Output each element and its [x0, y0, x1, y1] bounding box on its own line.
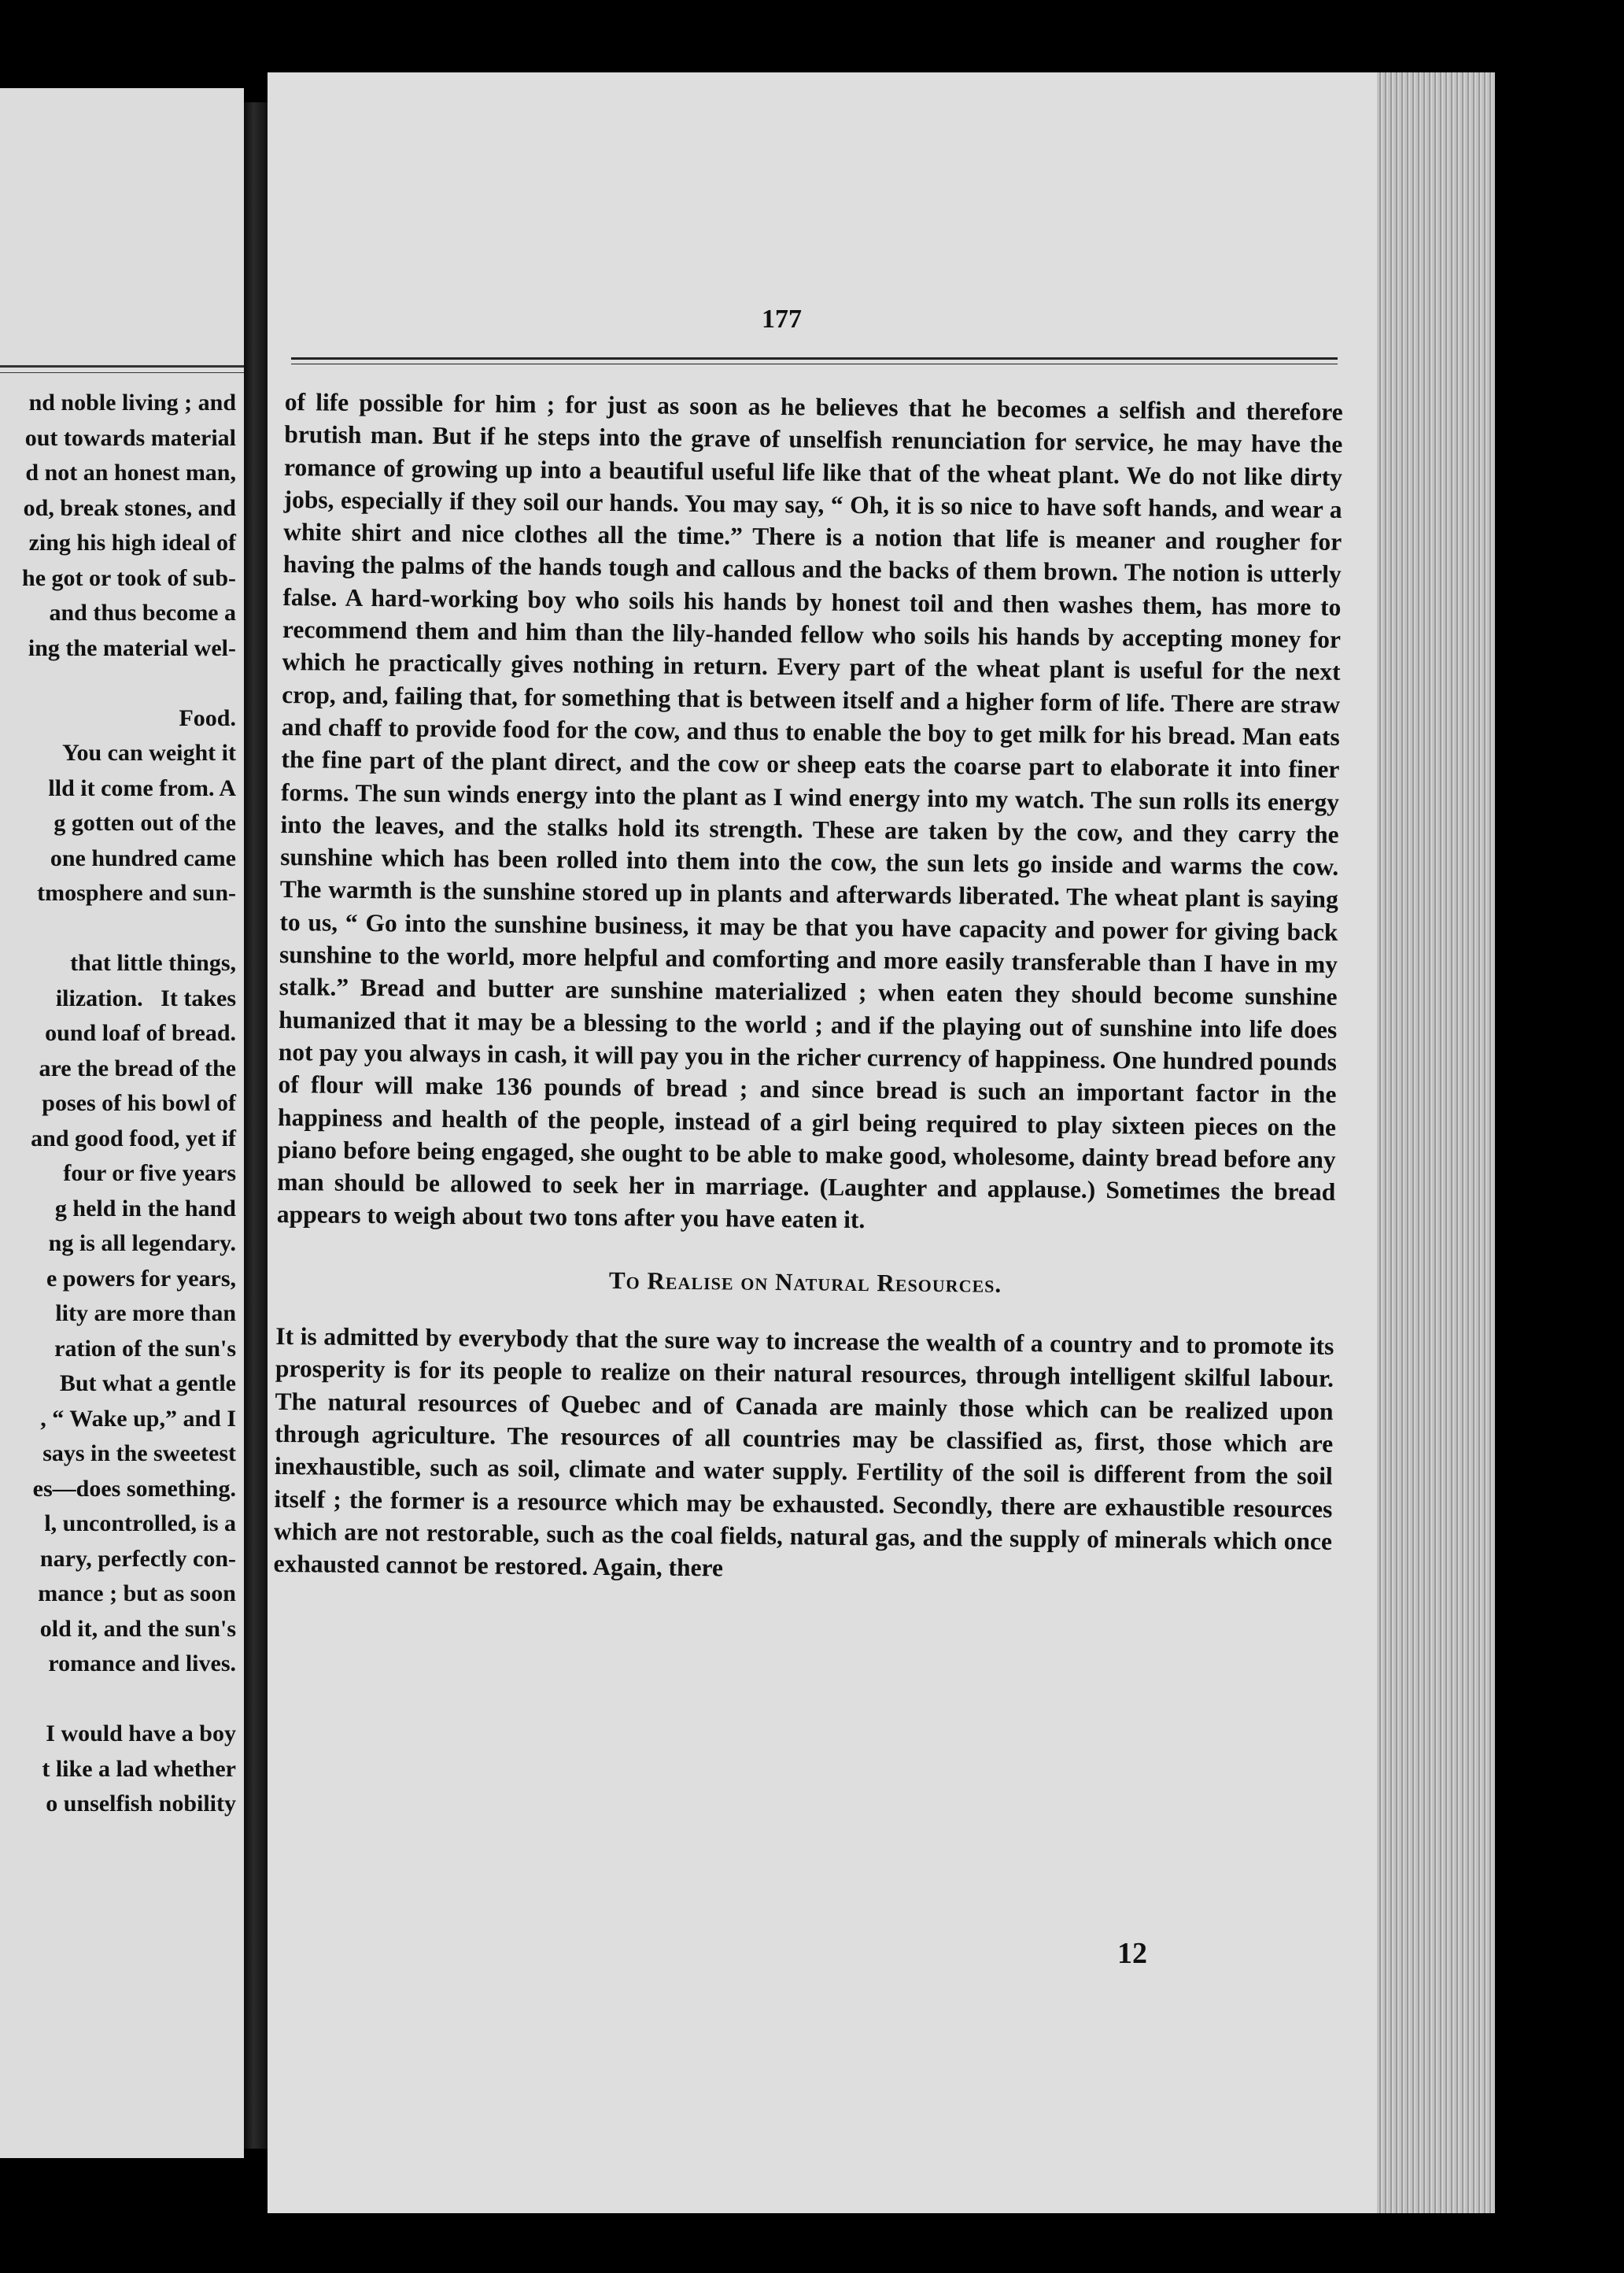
left-page-line: he got or took of sub-: [22, 564, 236, 591]
left-page-line: ng is all legendary.: [48, 1230, 236, 1256]
left-page-line: t like a lad whether: [42, 1755, 236, 1782]
book-gutter: [244, 102, 268, 2149]
left-page-line: [0, 911, 236, 947]
left-page-line: e powers for years,: [46, 1265, 236, 1292]
left-page-line: that little things,: [70, 950, 236, 976]
left-page-line: But what a gentle: [59, 1370, 236, 1396]
left-page-line: es—does something.: [32, 1475, 236, 1502]
left-page-line: and thus become a: [42, 600, 236, 626]
left-page-line: lld it come from. A: [48, 774, 236, 801]
left-page-line: are the bread of the: [39, 1055, 236, 1081]
left-page-line: You can weight it: [62, 740, 236, 766]
left-page-line: one hundred came: [50, 845, 236, 871]
left-page-line: o unselfish nobility: [46, 1791, 236, 1817]
left-page-line: says in the sweetest: [42, 1440, 236, 1466]
left-page-line: old it, and the sun's: [39, 1615, 236, 1642]
left-page-text: [0, 386, 236, 1822]
paragraph: It is admitted by everybody that the sure way to increase the wealth of a country and to promote its prosperity is for its people to realize on their natural resources, through intelligent skilful labour. The natural resources of Quebec and of Canada are mainly those which can be realized upon through agriculture. The resources of all countries may be classified as, first, those which are inexhaustible, such as soil, climate and water supply. Fertility of the soil is different from the soil itself ; the former is a resource which may be exhausted. Secondly, there are exhaustible resources which are not restorable, such as the coal fields, natural gas, and the supply of minerals which once exhausted cannot be restored. Again, there: [273, 1321, 1334, 1582]
left-page-line: poses of his bowl of: [42, 1090, 236, 1116]
left-page-line: ound loaf of bread.: [45, 1020, 236, 1046]
paragraph: of life possible for him ; for just as soon as he believes that he becomes a selfish and therefore brutish man. But if he steps into the grave of unselfish renunciation for service, he may have the romance of growing up into a beautiful useful life like that of the wheat plant. We do not like dirty jobs, especially if they soil our hands. You may say, “ Oh, it is so nice to have soft hands, and wear a white shirt and nice clothes all the time.” There is a notion that life is meaner and rougher for having the palms of the hands tough and callous and the backs of them brown. The notion is utterly false. A hard-working boy who soils his hands by honest toil and then washes them, has more to recommend them and him than the lily-handed fellow who soils his hands by accepting money for which he practically gives nothing in return. Every part of the wheat plant is useful for the next crop, and, failing that, for something that is between itself and a higher form of life. There are straw and chaff to provide food for the cow, and thus to enable the boy to get milk for his bread. Man eats the fine part of the plant direct, and the cow or sheep eats the coarse part to elaborate it into finer forms. The sun winds energy into the plant as I wind energy into my watch. The sun rolls its energy into the leaves, and the stalks hold its strength. These are taken by the cow, and they carry the sunshine which has been rolled into them into the cow, the sun lets go inside and warms the cow. The warmth is the sunshine stored up in plants and afterwards liberated. The wheat plant is saying to us, “ Go into the sunshine business, it may be that you have capacity and power for giving back sunshine to the world, more helpful and comforting and more easily transferable than I have in my stalk.” Bread and butter are sunshine materialized ; when eaten they should become sunshine humanized that it may be a blessing to the world ; and if the playing out of sunshine into life does not pay you always in cash, it will pay you in the richer currency of happiness. One hundred pounds of flour will make 136 pounds of bread ; and since bread is such an important factor in the happiness and health of the people, instead of a girl being required to play sixteen pieces on the piano before being engaged, she ought to be able to make good, wholesome, dainty bread before any man should be allowed to seek her in marriage. (Laughter and applause.) Sometimes the bread appears to weigh about two tons after you have eaten it.: [276, 387, 1343, 1234]
left-page-line: [0, 1682, 236, 1717]
left-page-line: nary, perfectly con-: [39, 1545, 236, 1572]
left-page-rule: [0, 365, 244, 373]
left-page-line: g gotten out of the: [54, 810, 236, 836]
left-page-line: out towards material: [24, 424, 236, 451]
left-page-line: and good food, yet if: [31, 1125, 236, 1151]
left-page-line: tmosphere and sun-: [37, 880, 236, 906]
section-heading: To Realise on Natural Resources.: [608, 1266, 1002, 1298]
left-page-line: ilization. It takes: [55, 985, 236, 1011]
left-page-line: d not an honest man,: [25, 460, 236, 486]
left-page-line: I would have a boy: [46, 1720, 236, 1746]
left-page: [0, 88, 244, 2158]
left-page-line: mance ; but as soon: [38, 1580, 236, 1606]
left-page-line: g held in the hand: [54, 1195, 236, 1222]
left-page-line: four or five years: [63, 1160, 236, 1186]
signature-mark: 12: [1117, 1937, 1147, 1970]
page-edge: [1377, 72, 1495, 2213]
left-page-line: l, uncontrolled, is a: [44, 1510, 236, 1536]
left-page-line: romance and lives.: [48, 1650, 236, 1676]
left-page-line: lity are more than: [55, 1300, 236, 1326]
left-page-line: [0, 666, 236, 701]
left-page-line: , “ Wake up,” and I: [40, 1405, 236, 1432]
left-page-line: nd noble living ; and: [28, 390, 236, 416]
page-number: 177: [762, 305, 802, 334]
left-page-line: ration of the sun's: [54, 1335, 236, 1362]
left-page-line: zing his high ideal of: [28, 530, 236, 556]
header-rule: [291, 357, 1338, 364]
body-text: [273, 386, 1343, 1590]
left-page-line: ing the material wel-: [28, 634, 236, 661]
right-page: [268, 72, 1495, 2213]
left-page-line: Food.: [179, 704, 236, 731]
left-page-line: od, break stones, and: [23, 494, 236, 521]
